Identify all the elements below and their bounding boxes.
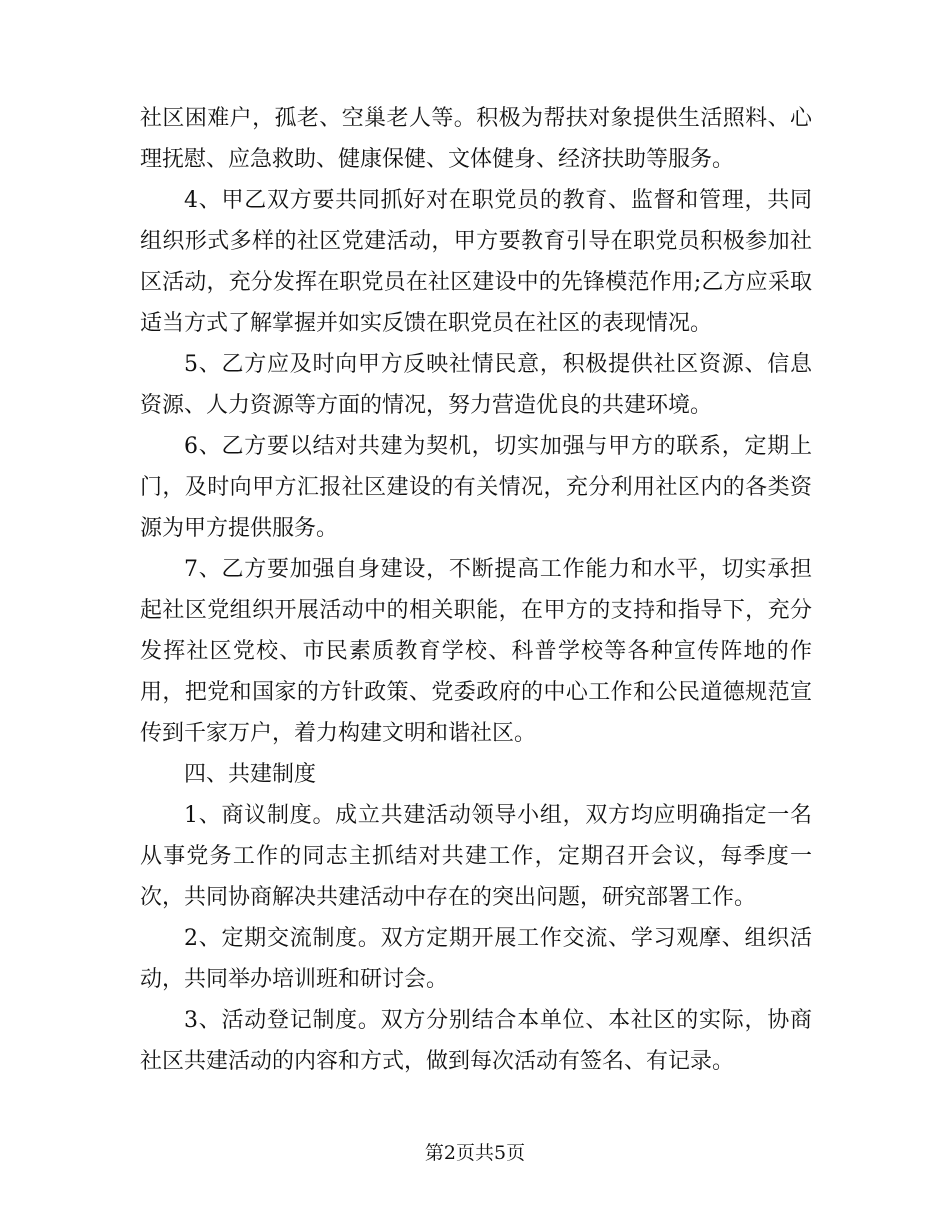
paragraph-rule-2: 2、定期交流制度。双方定期开展工作交流、学习观摩、组织活动，共同举办培训班和研讨会。 xyxy=(140,926,812,992)
paragraph-continued: 社区困难户，孤老、空巢老人等。积极为帮扶对象提供生活照料、心理抚慰、应急救助、健康保健、文体健身、经济扶助等服务。 xyxy=(140,106,812,172)
section-heading: 四、共建制度 xyxy=(184,762,317,787)
paragraph-item-6: 6、乙方要以结对共建为契机，切实加强与甲方的联系，定期上门，及时向甲方汇报社区建设的有关情况，充分利用社区内的各类资源为甲方提供服务。 xyxy=(140,434,812,541)
document-body xyxy=(140,98,812,1082)
paragraph-item-4: 4、甲乙双方要共同抓好对在职党员的教育、监督和管理，共同组织形式多样的社区党建活动，甲方要教育引导在职党员积极参加社区活动，充分发挥在职党员在社区建设中的先锋模范作用;乙方应采取适当方式了解掌握并如实反馈在职党员在社区的表现情况。 xyxy=(140,188,812,336)
paragraph-item-5: 5、乙方应及时向甲方反映社情民意，积极提供社区资源、信息资源、人力资源等方面的情况，努力营造优良的共建环境。 xyxy=(140,352,812,418)
paragraph-item-7: 7、乙方要加强自身建设，不断提高工作能力和水平，切实承担起社区党组织开展活动中的相关职能，在甲方的支持和指导下，充分发挥社区党校、市民素质教育学校、科普学校等各种宣传阵地的作用，把党和国家的方针政策、党委政府的中心工作和公民道德规范宣传到千家万户，着力构建文明和谐社区。 xyxy=(140,557,812,746)
page-footer: 第2页共5页 xyxy=(424,1142,526,1164)
paragraph-rule-1: 1、商议制度。成立共建活动领导小组，双方均应明确指定一名从事党务工作的同志主抓结对共建工作，定期召开会议，每季度一次，共同协商解决共建活动中存在的突出问题，研究部署工作。 xyxy=(140,803,812,910)
paragraph-rule-3: 3、活动登记制度。双方分别结合本单位、本社区的实际，协商社区共建活动的内容和方式，做到每次活动有签名、有记录。 xyxy=(140,1008,812,1074)
